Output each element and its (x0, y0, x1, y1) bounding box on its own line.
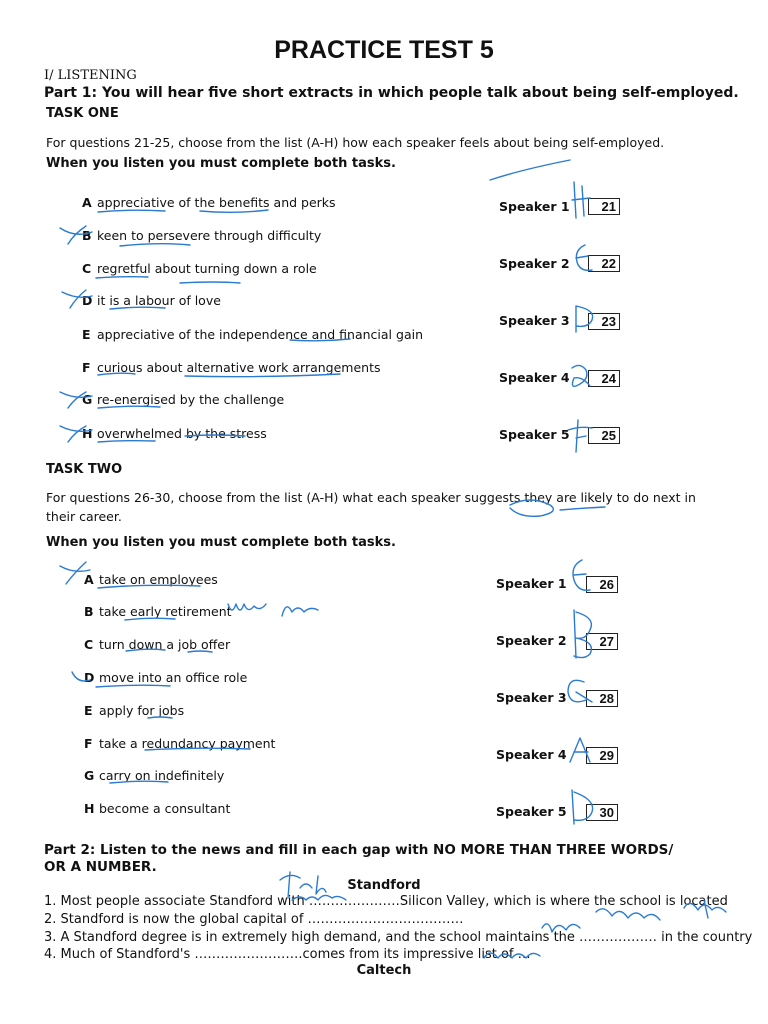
speaker-label: Speaker 1 (496, 576, 567, 591)
ink-note (542, 909, 660, 932)
ink-underline (120, 244, 190, 246)
option-letter: D (82, 293, 93, 308)
task-two-label: TASK TWO (46, 462, 123, 477)
standford-heading: Standford (347, 878, 421, 893)
part1-heading: Part 1: You will hear five short extracts in which people talk about being self-employed. (44, 85, 739, 101)
option-text: re-energised by the challenge (97, 392, 285, 407)
ink-underline (96, 685, 170, 687)
option-letter: E (82, 327, 91, 342)
option-letter: H (82, 426, 93, 441)
task-one-label: TASK ONE (46, 106, 119, 121)
ink-underline (560, 507, 605, 510)
answer-box-22[interactable]: 22 (588, 255, 620, 272)
option-text: become a consultant (99, 801, 231, 816)
option-text: keen to persevere through difficulty (97, 228, 322, 243)
option-letter: B (82, 228, 92, 243)
option-letter: B (84, 604, 94, 619)
option-letter: H (84, 801, 95, 816)
option-letter: C (82, 261, 92, 276)
ink-underline (96, 277, 148, 278)
gap-line-1: 1. Most people associate Standford with …………………Silicon Valley, which is where the school is located (44, 894, 728, 909)
option-text: take a redundancy payment (99, 736, 276, 751)
answer-box-27[interactable]: 27 (586, 633, 618, 650)
section-heading: I/ LISTENING (44, 68, 137, 83)
option-letter: C (84, 637, 94, 652)
ink-underline (180, 282, 240, 283)
option-letter: F (82, 360, 91, 375)
gap-line-3: 3. A Standford degree is in extremely high demand, and the school maintains the ……………… in the country (44, 930, 753, 945)
option-letter: A (84, 572, 94, 587)
answer-box-26[interactable]: 26 (586, 576, 618, 593)
task-two-both-tasks: When you listen you must complete both tasks. (46, 535, 396, 550)
option-text: take early retirement (99, 604, 232, 619)
option-letter: G (84, 768, 95, 783)
answer-box-30[interactable]: 30 (586, 804, 618, 821)
gap-line-2: 2. Standford is now the global capital of ……………………………… (44, 912, 464, 927)
caltech-heading: Caltech (356, 963, 412, 978)
answer-box-28[interactable]: 28 (586, 690, 618, 707)
option-text: turn down a job offer (99, 637, 231, 652)
ink-underline (490, 160, 570, 180)
option-letter: D (84, 670, 95, 685)
option-text: apply for jobs (99, 703, 185, 718)
speaker-label: Speaker 5 (499, 427, 570, 442)
speaker-label: Speaker 5 (496, 804, 567, 819)
option-letter: E (84, 703, 93, 718)
ink-underline (200, 210, 268, 212)
gap-line-4: 4. Much of Standford's …………………….comes from its impressive list of … (44, 947, 531, 962)
part2-heading: Part 2: Listen to the news and fill in each gap with NO MORE THAN THREE WORDS/ OR A NUMBER. (44, 842, 674, 875)
task-two-instruction-1: For questions 26-30, choose from the list (A-H) what each speaker suggests they are likely to do next in (46, 490, 696, 505)
option-text: move into an office role (99, 670, 248, 685)
option-text: overwhelmed by the stress (97, 426, 267, 441)
speaker-label: Speaker 4 (499, 370, 570, 385)
speaker-label: Speaker 2 (499, 256, 570, 271)
option-letter: A (82, 195, 92, 210)
ink-underline (98, 210, 165, 212)
page-title: PRACTICE TEST 5 (274, 36, 494, 64)
speaker-label: Speaker 2 (496, 633, 567, 648)
option-text: appreciative of the benefits and perks (97, 195, 336, 210)
option-text: curious about alternative work arrangements (97, 360, 381, 375)
speaker-label: Speaker 3 (496, 690, 567, 705)
option-text: regretful about turning down a role (97, 261, 317, 276)
speaker-label: Speaker 3 (499, 313, 570, 328)
answer-box-21[interactable]: 21 (588, 198, 620, 215)
option-text: carry on indefinitely (99, 768, 225, 783)
speaker-label: Speaker 4 (496, 747, 567, 762)
task-one-instruction: For questions 21-25, choose from the list (A-H) how each speaker feels about being self-employed. (46, 135, 665, 150)
option-text: it is a labour of love (97, 293, 221, 308)
ink-note (228, 604, 318, 616)
answer-box-29[interactable]: 29 (586, 747, 618, 764)
option-letter: F (84, 736, 93, 751)
speaker-label: Speaker 1 (499, 199, 570, 214)
option-text: take on employees (99, 572, 218, 587)
answer-box-25[interactable]: 25 (588, 427, 620, 444)
task-one-both-tasks: When you listen you must complete both tasks. (46, 156, 396, 171)
task-two-instruction-2: their career. (46, 509, 122, 524)
option-text: appreciative of the independence and financial gain (97, 327, 423, 342)
option-letter: G (82, 392, 93, 407)
answer-box-24[interactable]: 24 (588, 370, 620, 387)
answer-box-23[interactable]: 23 (588, 313, 620, 330)
